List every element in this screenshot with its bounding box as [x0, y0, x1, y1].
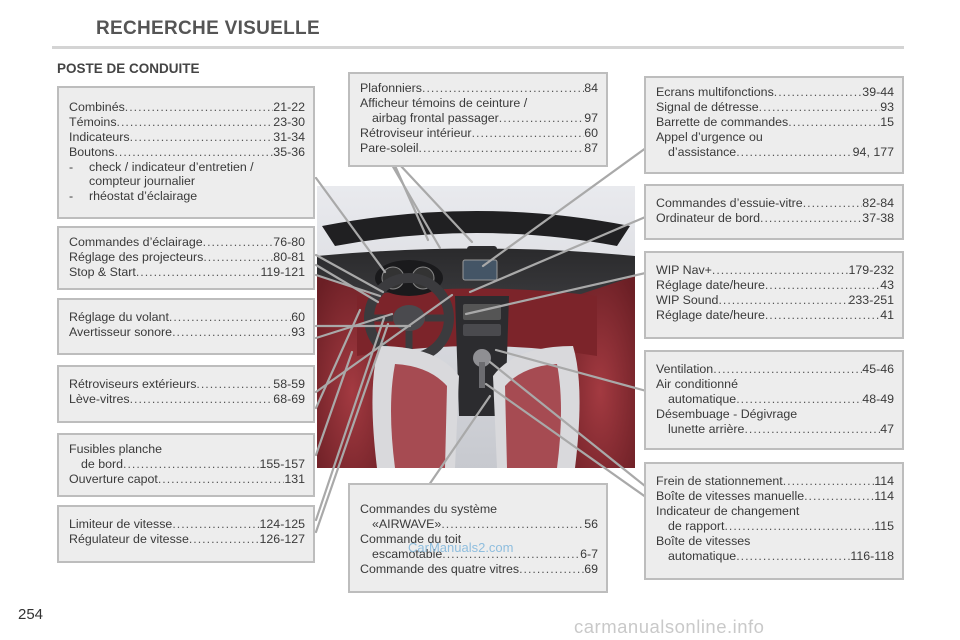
- entry-ordinateur: [656, 211, 894, 226]
- entry-label: Témoins: [69, 115, 117, 129]
- entry-label: Barrette de commandes: [656, 115, 789, 129]
- entry-label: Pare-soleil: [360, 141, 419, 155]
- entry-automatique: [656, 392, 894, 407]
- bullet-text: check / indicateur d’entretien /: [89, 160, 254, 174]
- entry-label: lunette arrière: [668, 422, 745, 436]
- entry-combines: [69, 100, 305, 115]
- entry-page: 84: [584, 81, 598, 95]
- entry-capot: [69, 472, 305, 487]
- entry-label: Stop & Start: [69, 265, 136, 279]
- entry-retroviseurs: [69, 377, 305, 392]
- entry-page: 47: [880, 422, 894, 436]
- entry-ecrans: [656, 85, 894, 100]
- entry-label: Régulateur de vitesse: [69, 532, 189, 546]
- entry-avertisseur: [69, 325, 305, 340]
- entry-projecteurs: [69, 250, 305, 265]
- box-ecrans: [644, 76, 904, 174]
- entry-wip-sound: [656, 293, 894, 308]
- entry-page: 93: [291, 325, 305, 339]
- cockpit-photo: [317, 186, 635, 468]
- entry-page: 126-127: [259, 532, 305, 546]
- box-airwave: [348, 483, 608, 593]
- box-frein: [644, 462, 904, 580]
- entry-label: Avertisseur sonore: [69, 325, 173, 339]
- entry-frein: [656, 474, 894, 489]
- entry-page: 43: [880, 278, 894, 292]
- watermark: CarManuals2.com: [408, 540, 514, 555]
- bullet-dash: -: [69, 160, 74, 174]
- entry-fusibles-title: Fusibles planche: [69, 442, 162, 456]
- entry-label: Réglage des projecteurs: [69, 250, 204, 264]
- entry-label: automatique: [668, 549, 737, 563]
- entry-page: 114: [874, 474, 894, 488]
- box-plafonniers: [348, 72, 608, 167]
- entry-label: Limiteur de vitesse: [69, 517, 173, 531]
- entry-indicateurs: [69, 130, 305, 145]
- entry-page: 56: [584, 517, 598, 531]
- page-title: RECHERCHE VISUELLE: [96, 18, 320, 39]
- entry-page: 58-59: [273, 377, 305, 391]
- entry-boite-automatique: [656, 549, 894, 564]
- bullet-check-cont: [69, 174, 305, 189]
- entry-page: 60: [584, 126, 598, 140]
- entry-label: Plafonniers: [360, 81, 422, 95]
- bullet-dash: -: [69, 189, 74, 203]
- box-eclairage: [57, 226, 315, 290]
- entry-page: 23-30: [273, 115, 305, 129]
- entry-label: Réglage date/heure: [656, 278, 765, 292]
- entry-essuie-vitre: [656, 196, 894, 211]
- box-volant: [57, 298, 315, 355]
- box-ventilation: [644, 350, 904, 450]
- entry-label: WIP Sound: [656, 293, 719, 307]
- entry-page: 82-84: [862, 196, 894, 210]
- title-rule: [52, 46, 904, 49]
- entry-page: 37-38: [862, 211, 894, 225]
- entry-page: 87: [584, 141, 598, 155]
- entry-label: Réglage date/heure: [656, 308, 765, 322]
- entry-quatre-vitres: [360, 562, 598, 577]
- entry-label: Frein de stationnement: [656, 474, 783, 488]
- entry-page: 31-34: [273, 130, 305, 144]
- entry-page: 115: [874, 519, 894, 533]
- entry-air-conditionne: Air conditionné: [656, 377, 738, 391]
- entry-boite-vitesses: Boîte de vitesses: [656, 534, 751, 548]
- entry-boutons: [69, 145, 305, 160]
- bullet-check: [69, 160, 305, 175]
- entry-page: 179-232: [848, 263, 894, 277]
- entry-page: 68-69: [273, 392, 305, 406]
- entry-boite-manuelle: [656, 489, 894, 504]
- entry-limiteur: [69, 517, 305, 532]
- entry-label: escamotable: [372, 547, 443, 561]
- box-essuie-vitre: [644, 184, 904, 240]
- entry-pare-soleil: [360, 141, 598, 156]
- entry-page: 155-157: [259, 457, 305, 471]
- entry-label: WIP Nav+: [656, 263, 712, 277]
- entry-stop-start: [69, 265, 305, 280]
- entry-plafonniers: [360, 81, 598, 96]
- entry-volant: [69, 310, 305, 325]
- entry-eclairage: [69, 235, 305, 250]
- entry-label: Rétroviseur intérieur: [360, 126, 472, 140]
- entry-label: Ouverture capot: [69, 472, 158, 486]
- entry-page: 48-49: [862, 392, 894, 406]
- entry-airwave: [360, 517, 598, 532]
- entry-label: Commandes d’éclairage: [69, 235, 203, 249]
- box-retroviseurs: [57, 365, 315, 423]
- entry-page: 116-118: [850, 549, 894, 563]
- entry-label: Ordinateur de bord: [656, 211, 761, 225]
- entry-label: Commandes d’essuie-vitre: [656, 196, 803, 210]
- entry-label: Rétroviseurs extérieurs: [69, 377, 197, 391]
- box-fusibles: [57, 433, 315, 497]
- entry-assistance: [656, 145, 894, 160]
- entry-leve-vitres: [69, 392, 305, 407]
- footer-watermark: carmanualsonline.info: [574, 616, 765, 637]
- bullet-text: compteur journalier: [89, 174, 196, 188]
- entry-label: de rapport: [668, 519, 725, 533]
- entry-ventilation: [656, 362, 894, 377]
- entry-appel-urgence: Appel d’urgence ou: [656, 130, 763, 144]
- entry-retro-interieur: [360, 126, 598, 141]
- entry-date-heure-2: [656, 308, 894, 323]
- entry-page: 21-22: [273, 100, 305, 114]
- entry-page: 39-44: [862, 85, 894, 99]
- entry-regulateur: [69, 532, 305, 547]
- bullet-rheostat: [69, 189, 305, 204]
- entry-desembuage: Désembuage - Dégivrage: [656, 407, 798, 421]
- entry-page: 94, 177: [852, 145, 894, 159]
- entry-page: 60: [291, 310, 305, 324]
- entry-page: 233-251: [848, 293, 894, 307]
- entry-label: Réglage du volant: [69, 310, 169, 324]
- entry-label: Combinés: [69, 100, 125, 114]
- entry-barrette: [656, 115, 894, 130]
- entry-page: 80-81: [273, 250, 305, 264]
- entry-page: 35-36: [273, 145, 305, 159]
- box-wip: [644, 251, 904, 339]
- entry-commandes-systeme: Commandes du système: [360, 502, 498, 516]
- entry-label: «AIRWAVE»: [372, 517, 442, 531]
- section-title: POSTE DE CONDUITE: [57, 61, 200, 76]
- entry-page: 119-121: [260, 265, 305, 279]
- entry-fusibles: [69, 457, 305, 472]
- box-combines: [57, 86, 315, 219]
- entry-page: 69: [584, 562, 598, 576]
- entry-rapport: [656, 519, 894, 534]
- entry-label: automatique: [668, 392, 737, 406]
- entry-label: Ventilation: [656, 362, 714, 376]
- entry-airbag: [360, 111, 598, 126]
- entry-label: airbag frontal passager: [372, 111, 499, 125]
- entry-date-heure-1: [656, 278, 894, 293]
- page-number: 254: [18, 606, 44, 623]
- entry-page: 15: [880, 115, 894, 129]
- entry-label: Boîte de vitesses manuelle: [656, 489, 805, 503]
- entry-page: 41: [880, 308, 894, 322]
- entry-page: 131: [284, 472, 305, 486]
- entry-page: 76-80: [273, 235, 305, 249]
- entry-page: 114: [874, 489, 894, 503]
- entry-afficheur: Afficheur témoins de ceinture /: [360, 96, 528, 110]
- box-limiteur: [57, 505, 315, 563]
- entry-page: 97: [584, 111, 598, 125]
- entry-indicateur-changement: Indicateur de changement: [656, 504, 800, 518]
- entry-temoins: [69, 115, 305, 130]
- entry-label: d’assistance: [668, 145, 737, 159]
- entry-label: Boutons: [69, 145, 115, 159]
- entry-page: 93: [880, 100, 894, 114]
- entry-page: 45-46: [862, 362, 894, 376]
- entry-label: Indicateurs: [69, 130, 130, 144]
- entry-wip-nav: [656, 263, 894, 278]
- entry-detresse: [656, 100, 894, 115]
- entry-label: Signal de détresse: [656, 100, 759, 114]
- entry-commande-toit: Commande du toit: [360, 532, 462, 546]
- entry-page: 6-7: [580, 547, 598, 561]
- entry-label: Lève-vitres: [69, 392, 130, 406]
- entry-label: de bord: [81, 457, 124, 471]
- bullet-text: rhéostat d’éclairage: [89, 189, 198, 203]
- entry-label: Ecrans multifonctions: [656, 85, 774, 99]
- entry-label: Commande des quatre vitres: [360, 562, 520, 576]
- entry-page: 124-125: [259, 517, 305, 531]
- entry-lunette: [656, 422, 894, 437]
